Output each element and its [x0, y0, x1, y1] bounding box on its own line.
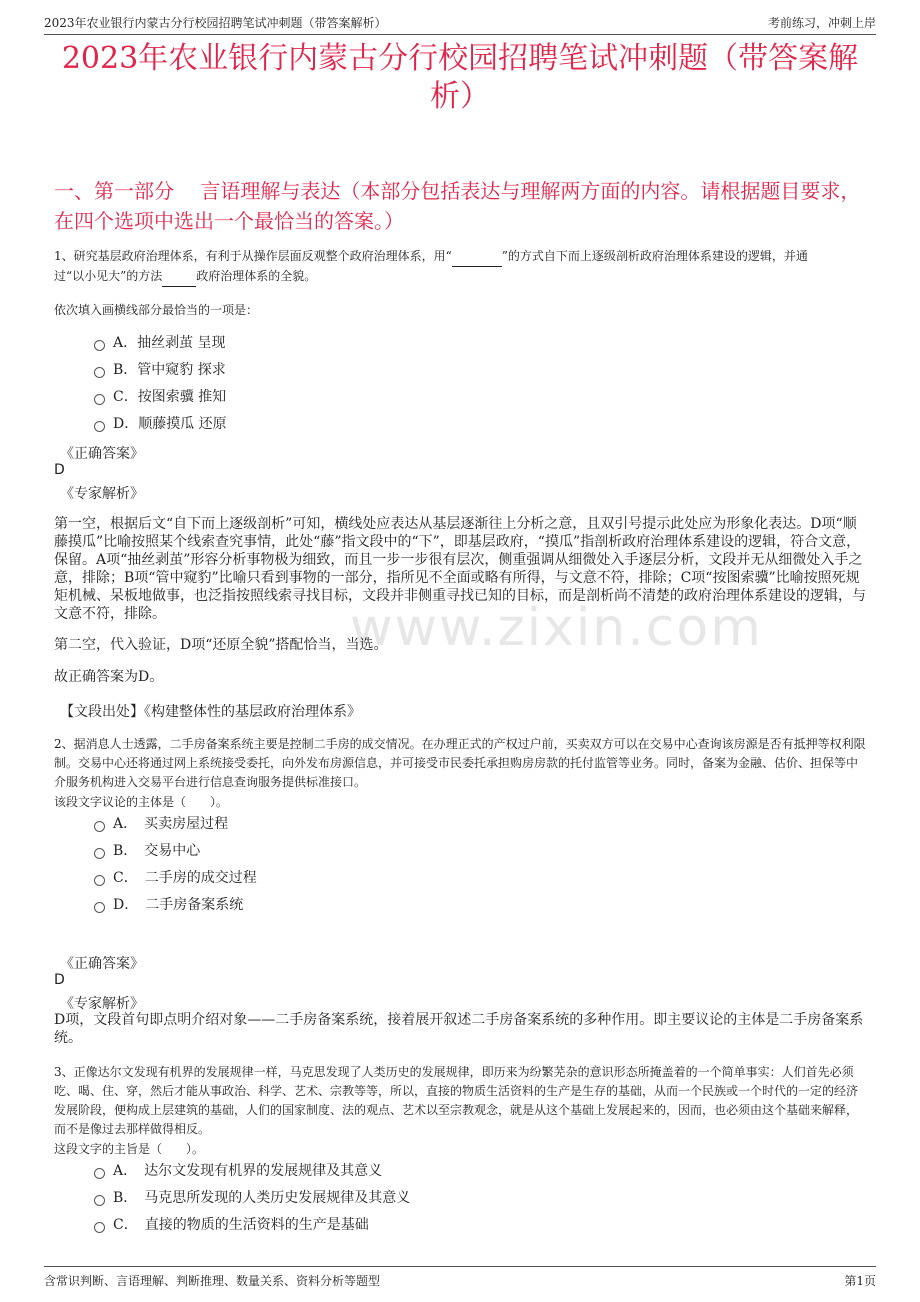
q1-option-b[interactable] — [94, 359, 226, 379]
q2-option-d[interactable] — [94, 894, 243, 914]
q1-blank-1 — [452, 247, 502, 267]
q1-stem-part-b: ”的方式自下而上逐级剖析政府治理体系建设的逻辑，并通 — [501, 249, 808, 263]
q2-option-c[interactable] — [94, 867, 257, 887]
radio-icon[interactable] — [94, 340, 105, 351]
question-3-stem: 3、正像达尔文发现有机界的发展规律一样，马克思发现了人类历史的发展规律，即历来为纷繁芜杂的意识形态所掩盖着的一个简单事实：人们首先必须吃、喝、住、穿，然后才能从事政治、科学、艺术、宗教等等，所以，直接的物质生活资料的生产是生存的基础，从而一个民族或一个时代的一定的经济发展阶段，便构成上层建筑的基础，人们的国家制度、法的观点、艺术以至宗教观念，就是从这个基础上发展起来的，因而，也必须由这个基础来解释，而不是像过去那样做得相反。 — [54, 1065, 859, 1136]
q2-prompt: 该段文字议论的主体是（ ）。 — [54, 795, 229, 809]
radio-icon[interactable] — [94, 1195, 105, 1206]
option-label: D．顺藤摸瓜 还原 — [113, 416, 227, 432]
q1-answer: D — [54, 462, 65, 478]
radio-icon[interactable] — [94, 394, 105, 405]
option-label: A． 买卖房屋过程 — [113, 816, 229, 832]
page-title: 2023年农业银行内蒙古分行校园招聘笔试冲刺题（带答案解析） — [61, 41, 859, 114]
radio-icon[interactable] — [94, 1222, 105, 1233]
section-heading: 一、第一部分 言语理解与表达（本部分包括表达与理解两方面的内容。请根据题目要求，在四个选项中选出一个最恰当的答案。） — [54, 179, 861, 233]
q1-option-d[interactable] — [94, 413, 227, 433]
option-label: C． 直接的物质的生活资料的生产是基础 — [113, 1217, 369, 1233]
header-doc-title: 2023年农业银行内蒙古分行校园招聘笔试冲刺题（带答案解析） — [44, 16, 387, 30]
header-slogan: 考前练习，冲刺上岸 — [767, 16, 876, 30]
q2-option-b[interactable] — [94, 840, 200, 860]
option-label: B．管中窥豹 探求 — [113, 362, 226, 378]
radio-icon[interactable] — [94, 848, 105, 859]
q1-source: 【文段出处】《构建整体性的基层政府治理体系》 — [60, 704, 361, 720]
radio-icon[interactable] — [94, 367, 105, 378]
q2-option-a[interactable] — [94, 813, 228, 833]
q3-prompt: 这段文字的主旨是（ ）。 — [54, 1142, 205, 1156]
watermark: www.zixin.com — [350, 598, 763, 658]
option-label: A． 达尔文发现有机界的发展规律及其意义 — [113, 1163, 383, 1179]
q3-option-c[interactable] — [94, 1214, 369, 1234]
q1-stem-part-a: 1、研究基层政府治理体系，有利于从操作层面反观整个政府治理体系，用“ — [54, 249, 452, 263]
q1-prompt: 依次填入画横线部分最恰当的一项是： — [54, 303, 259, 317]
footer-description: 含常识判断、言语理解、判断推理、数量关系、资料分析等题型 — [44, 1274, 381, 1288]
q3-option-b[interactable] — [94, 1187, 410, 1207]
option-label: C．按图索骥 推知 — [113, 389, 227, 405]
q1-option-c[interactable] — [94, 386, 226, 406]
q2-answer: D — [54, 972, 65, 988]
q1-analysis-label: 《专家解析》 — [60, 486, 144, 502]
q1-blank-2 — [162, 267, 196, 287]
option-label: B． 交易中心 — [113, 843, 201, 859]
page-number: 第1页 — [844, 1274, 876, 1288]
q1-stem-part-c: 过“以小见大”的方法 — [54, 269, 163, 283]
q1-answer-label: 《正确答案》 — [60, 446, 144, 462]
question-2-stem: 2、据消息人士透露，二手房备案系统主要是控制二手房的成交情况。在办理正式的产权过户前，买卖双方可以在交易中心查询该房源是否有抵押等权利限制。交易中心还将通过网上系统接受委托，向外发布房源信息，并可接受市民委托承担购房房款的托付监管等业务。同时，备案为金融、估价、担保等中介服务机构进入交易平台进行信息查询服务提供标准接口。 — [54, 737, 866, 789]
option-label: B． 马克思所发现的人类历史发展规律及其意义 — [113, 1190, 411, 1206]
radio-icon[interactable] — [94, 875, 105, 886]
page-header — [44, 12, 876, 35]
q1-analysis-paragraph-2: 第二空，代入验证，D项“还原全貌”搭配恰当，当选。 — [54, 637, 388, 653]
option-label: A．抽丝剥茧 呈现 — [113, 335, 226, 351]
option-label: C． 二手房的成交过程 — [113, 870, 257, 886]
q2-answer-label: 《正确答案》 — [60, 956, 144, 972]
q1-analysis-paragraph-3: 故正确答案为D。 — [54, 669, 164, 685]
radio-icon[interactable] — [94, 1168, 105, 1179]
radio-icon[interactable] — [94, 902, 105, 913]
page-footer — [44, 1266, 876, 1289]
q3-option-a[interactable] — [94, 1160, 382, 1180]
radio-icon[interactable] — [94, 821, 105, 832]
q1-option-a[interactable] — [94, 332, 226, 352]
radio-icon[interactable] — [94, 421, 105, 432]
q2-analysis-label: 《专家解析》 — [60, 996, 144, 1012]
q2-analysis: D项，文段首句即点明介绍对象——二手房备案系统，接着展开叙述二手房备案系统的多种作用。即主要议论的主体是二手房备案系统。 — [54, 1012, 864, 1046]
option-label: D． 二手房备案系统 — [113, 897, 244, 913]
q1-stem-part-d: 政府治理体系的全貌。 — [196, 269, 317, 283]
q1-analysis-paragraph-1: 第一空，根据后文“自下而上逐级剖析”可知，横线处应表达从基层逐渐往上分析之意，且双引号提示此处应为形象化表达。D项“顺藤摸瓜”比喻按照某个线索查究事情，此处“藤”指文段中的“下”，即基层政府，“摸瓜”指剖析政府治理体系建设的逻辑，符合文意，保留。A项“抽丝剥茧”形容分析事物极为细致，而且一步一步很有层次，侧重强调从细微处入手逐层分析，文段并无从细微处入手之意，排除；B项“管中窥豹”比喻只看到事物的一部分，指所见不全面或略有所得，与文意不符，排除；C项“按图索骥”比喻按照死规矩机械、呆板地做事，也泛指按照线索寻找目标，文段并非侧重寻找已知的目标，而是剖析尚不清楚的政府治理体系建设的逻辑，与文意不符，排除。 — [54, 516, 866, 622]
question-1-stem — [54, 247, 869, 287]
